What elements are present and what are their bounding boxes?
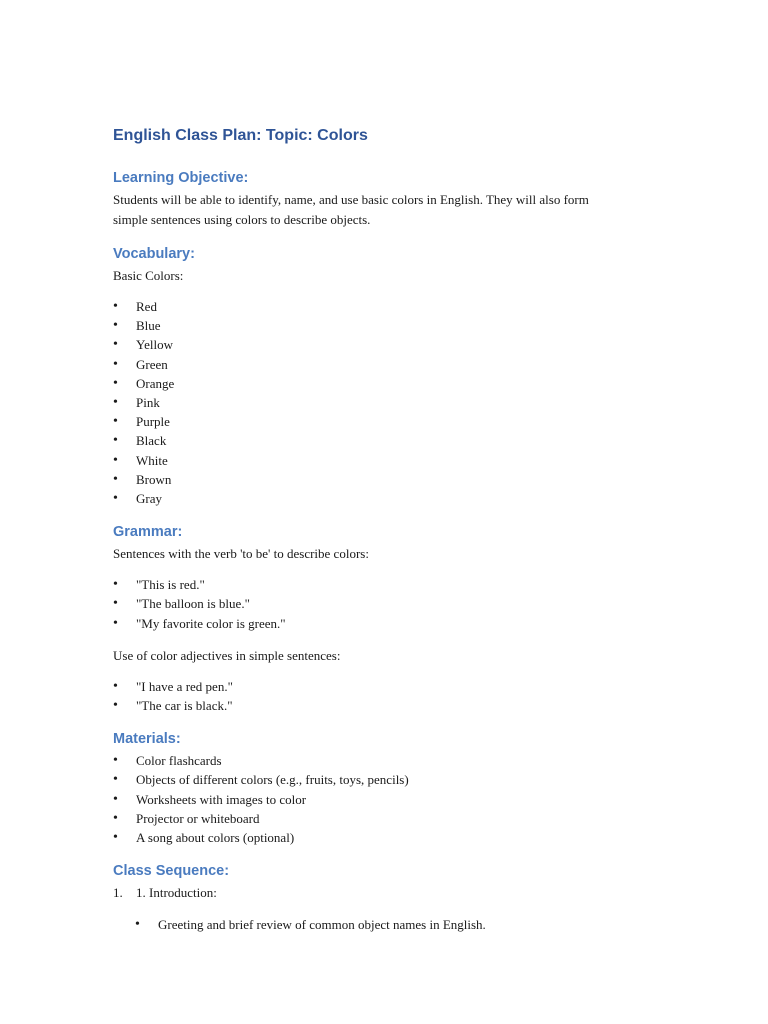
bullet-icon: • bbox=[113, 318, 118, 334]
bullet-icon: • bbox=[113, 615, 118, 631]
bullet-icon: • bbox=[113, 414, 118, 430]
step-label: 1. Introduction: bbox=[136, 885, 217, 901]
materials-list bbox=[113, 751, 673, 847]
list-item: • Projector or whiteboard bbox=[113, 809, 673, 828]
class-sequence-list bbox=[113, 883, 673, 935]
grammar-examples-1 bbox=[113, 575, 673, 633]
list-item: • "The car is black." bbox=[113, 696, 673, 715]
bullet-icon: • bbox=[113, 471, 118, 487]
learning-objective-text bbox=[113, 190, 673, 230]
bullet-icon: • bbox=[113, 395, 118, 411]
bullet-icon: • bbox=[113, 337, 118, 353]
bullet-icon: • bbox=[113, 299, 118, 314]
list-item: • Color flashcards bbox=[113, 751, 673, 770]
bullet-icon: • bbox=[135, 917, 140, 933]
vocabulary-heading: Vocabulary: bbox=[113, 246, 195, 262]
grammar-intro-2: Use of color adjectives in simple sentences: bbox=[113, 647, 341, 663]
bullet-icon: • bbox=[113, 452, 118, 468]
bullet-icon: • bbox=[113, 698, 118, 714]
bullet-icon: • bbox=[113, 830, 118, 846]
bullet-icon: • bbox=[113, 433, 118, 449]
bullet-icon: • bbox=[113, 491, 118, 507]
bullet-icon: • bbox=[113, 678, 118, 694]
list-item: • White bbox=[113, 451, 673, 470]
bullet-icon: • bbox=[113, 753, 118, 769]
list-item: • Greeting and brief review of common object names in English. bbox=[113, 915, 673, 935]
learning-objective-line-2: simple sentences using colors to describe objects. bbox=[113, 212, 371, 227]
bullet-icon: • bbox=[113, 772, 118, 788]
document-page bbox=[113, 125, 673, 935]
list-item: • "I have a red pen." bbox=[113, 677, 673, 696]
list-item: • Objects of different colors (e.g., fruits, toys, pencils) bbox=[113, 770, 673, 789]
bullet-icon: • bbox=[113, 810, 118, 826]
vocabulary-intro: Basic Colors: bbox=[113, 268, 184, 283]
sequence-step bbox=[113, 883, 673, 935]
vocabulary-list bbox=[113, 297, 673, 508]
list-item: • Purple bbox=[113, 412, 673, 431]
list-item: • A song about colors (optional) bbox=[113, 828, 673, 847]
grammar-examples-2 bbox=[113, 677, 673, 715]
learning-objective-line-1: Students will be able to identify, name, and use basic colors in English. They will also form bbox=[113, 192, 589, 207]
list-item: • Orange bbox=[113, 374, 673, 393]
learning-objective-heading: Learning Objective: bbox=[113, 170, 249, 186]
list-item: • Worksheets with images to color bbox=[113, 790, 673, 809]
list-item: • Green bbox=[113, 355, 673, 374]
grammar-heading: Grammar: bbox=[113, 524, 183, 541]
bullet-icon: • bbox=[113, 356, 118, 372]
list-item: • "The balloon is blue." bbox=[113, 594, 673, 613]
list-item: • Blue bbox=[113, 316, 673, 335]
class-sequence-heading: Class Sequence: bbox=[113, 863, 230, 880]
list-item: • Yellow bbox=[113, 335, 673, 354]
document-title: English Class Plan: Topic: Colors bbox=[113, 127, 368, 144]
list-item: • Black bbox=[113, 431, 673, 450]
bullet-icon: • bbox=[113, 577, 118, 593]
list-item: • Red bbox=[113, 297, 673, 316]
list-item: • Brown bbox=[113, 470, 673, 489]
list-item: • Gray bbox=[113, 489, 673, 508]
bullet-icon: • bbox=[113, 791, 118, 807]
step-sub-list bbox=[113, 915, 673, 935]
step-number: 1. bbox=[113, 885, 123, 901]
bullet-icon: • bbox=[113, 375, 118, 391]
list-item: • "This is red." bbox=[113, 575, 673, 594]
list-item: • "My favorite color is green." bbox=[113, 614, 673, 633]
materials-heading: Materials: bbox=[113, 731, 181, 748]
grammar-intro-1: Sentences with the verb 'to be' to describe colors: bbox=[113, 546, 369, 562]
list-item: • Pink bbox=[113, 393, 673, 412]
bullet-icon: • bbox=[113, 596, 118, 612]
